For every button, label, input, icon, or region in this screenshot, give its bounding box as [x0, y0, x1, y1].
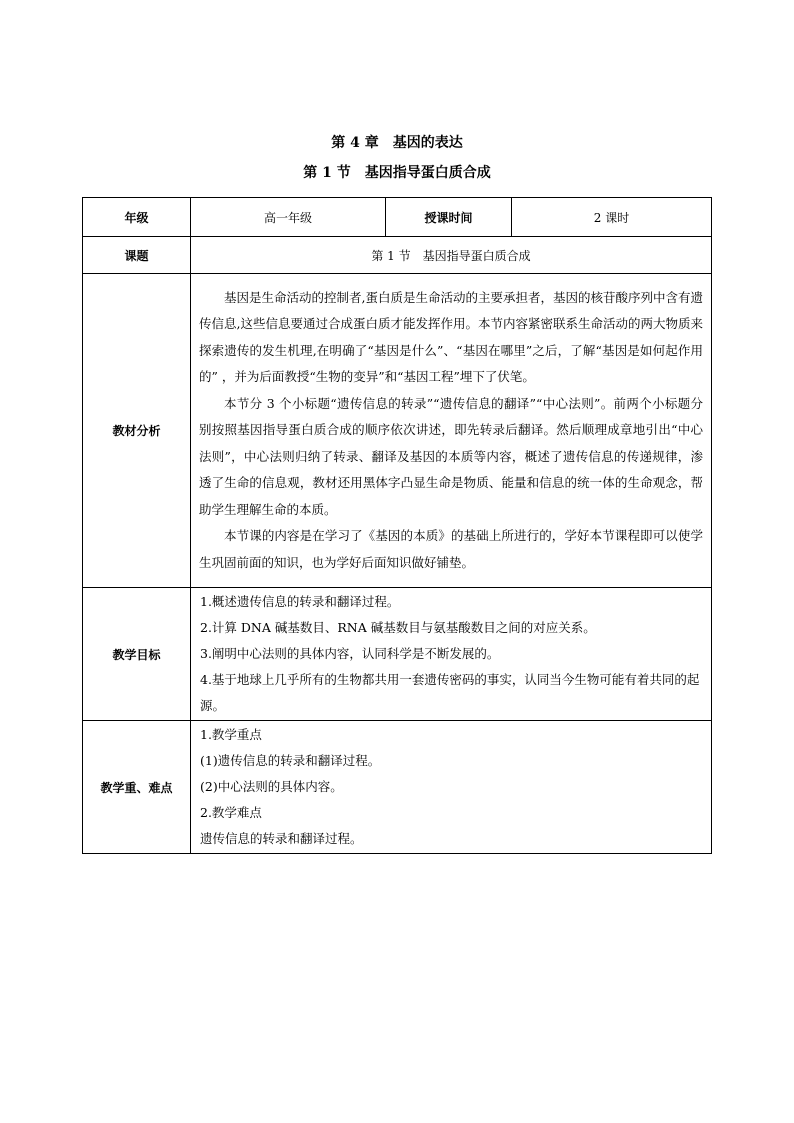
goals-label: 教学目标 [83, 588, 191, 721]
goal-item: 1.概述遗传信息的转录和翻译过程。 [200, 594, 400, 609]
analysis-paragraph: 本节课的内容是在学习了《基因的本质》的基础上所进行的，学好本节课程即可以使学生巩固前面的知识，也为学好后面知识做好铺垫。 [199, 528, 703, 570]
goal-item: 3.阐明中心法则的具体内容，认同科学是不断发展的。 [200, 646, 500, 661]
table-row-keypoints [83, 721, 712, 854]
topic-value: 第 1 节 基因指导蛋白质合成 [191, 237, 712, 274]
keypoint-item: 2.教学难点 [200, 805, 262, 820]
table-row-analysis [83, 274, 712, 588]
keypoint-item: 1.教学重点 [200, 727, 262, 742]
time-value: 2 课时 [512, 198, 712, 237]
grade-value: 高一年级 [191, 198, 386, 237]
table-row-topic [83, 237, 712, 274]
analysis-cell [191, 274, 712, 588]
keypoint-item: (1)遗传信息的转录和翻译过程。 [200, 753, 381, 768]
chapter-title: 第 4 章 基因的表达 [331, 135, 463, 151]
analysis-paragraph: 基因是生命活动的控制者,蛋白质是生命活动的主要承担者，基因的核苷酸序列中含有遗传信息,这些信息要通过合成蛋白质才能发挥作用。本节内容紧密联系生命活动的两大物质来探索遗传的发生机理,在明确了“基因是什么”、“基因在哪里”之后，了解“基因是如何起作用的” ，并为后面教授“生物的变异”和“基因工程”埋下了伏笔。 [199, 289, 703, 385]
analysis-label: 教材分析 [83, 274, 191, 588]
lesson-plan-table [82, 197, 712, 854]
table-row-grade [83, 198, 712, 237]
goal-item: 2.计算 DNA 碱基数目、RNA 碱基数目与氨基酸数目之间的对应关系。 [200, 620, 596, 635]
keypoint-item: (2)中心法则的具体内容。 [200, 779, 343, 794]
keypoint-item: 遗传信息的转录和翻译过程。 [200, 831, 363, 846]
grade-label: 年级 [83, 198, 191, 237]
topic-label: 课题 [83, 237, 191, 274]
keypoints-cell [191, 721, 712, 854]
goals-cell [191, 588, 712, 721]
section-title: 第 1 节 基因指导蛋白质合成 [303, 165, 491, 181]
keypoints-label: 教学重、难点 [83, 721, 191, 854]
time-label: 授课时间 [386, 198, 512, 237]
table-row-goals [83, 588, 712, 721]
goal-item: 4.基于地球上几乎所有的生物都共用一套遗传密码的事实，认同当今生物可能有着共同的起源。 [200, 672, 700, 713]
analysis-paragraph: 本节分 3 个小标题“遗传信息的转录”“遗传信息的翻译”“中心法则”。前两个小标题分别按照基因指导蛋白质合成的顺序依次讲述，即先转录后翻译。然后顺理成章地引出“中心法则”，中心法则归纳了转录、翻译及基因的本质等内容，概述了遗传信息的传递规律，渗透了生命的信息观，教材还用黑体字凸显生命是物质、能量和信息的统一体的生命观念，帮助学生理解生命的本质。 [199, 395, 703, 517]
